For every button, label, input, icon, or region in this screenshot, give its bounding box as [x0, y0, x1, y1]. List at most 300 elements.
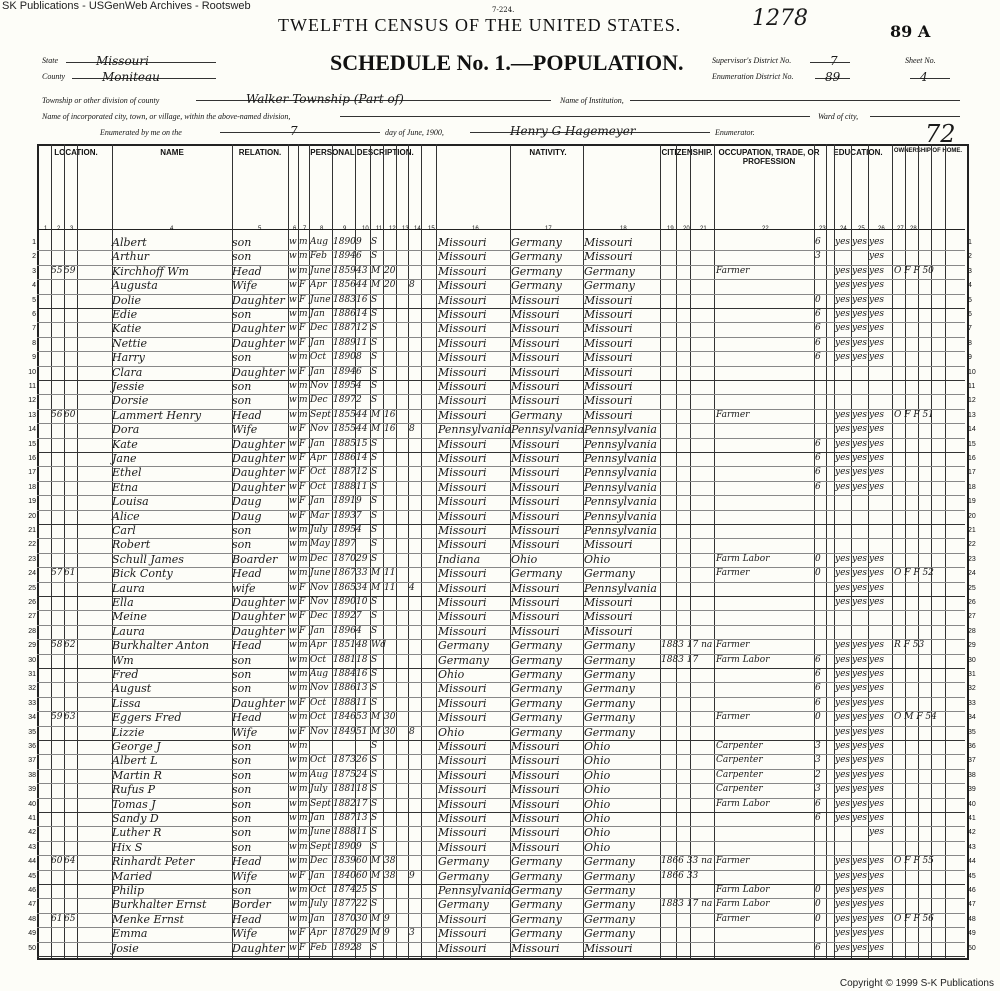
cell-mbp: Missouri: [584, 538, 633, 552]
cell-ms: S: [371, 611, 378, 622]
cell-ms: S: [371, 813, 378, 823]
cell-bp: Germany: [438, 898, 489, 912]
cell-yr: 1890: [333, 841, 356, 852]
cell-en: yes: [869, 885, 885, 895]
row-number: 39: [28, 786, 36, 794]
cell-mbp: Missouri: [584, 394, 633, 408]
cell-age: 9: [356, 237, 362, 247]
cell-rd: yes: [835, 597, 851, 607]
cell-age: 60: [356, 856, 368, 867]
cell-en: yes: [869, 942, 885, 953]
cell-sch: 3: [815, 784, 821, 795]
column-number: 12: [389, 226, 396, 232]
cell-mbp: Germany: [584, 668, 635, 681]
cell-ms: M: [371, 265, 381, 276]
cell-bp: Missouri: [438, 711, 487, 725]
row-number: 10: [28, 368, 36, 376]
cell-bp: Missouri: [438, 279, 487, 293]
cell-occ: Farmer: [716, 409, 750, 420]
cell-rd: yes: [835, 352, 851, 363]
cell-s: F: [299, 928, 306, 939]
column-number: 14: [414, 226, 421, 232]
cell-ch: 8: [409, 424, 415, 435]
cell-age: 44: [356, 424, 368, 435]
cell-s: F: [299, 294, 306, 305]
cell-mbp: Pennsylvania: [584, 509, 657, 523]
cell-yr: 1890: [333, 597, 356, 607]
cell-en: yes: [869, 265, 885, 276]
cell-dw: 61: [51, 913, 63, 924]
row-number: 49: [28, 930, 36, 938]
cell-ms: S: [371, 525, 378, 535]
cell-rd: yes: [835, 237, 851, 247]
row-number: 50: [28, 944, 36, 952]
cell-mbp: Pennsylvania: [584, 495, 657, 509]
cell-wr: yes: [852, 913, 868, 924]
column-divider: [77, 144, 78, 958]
column-number: 2: [57, 226, 61, 232]
cell-s: F: [299, 323, 306, 334]
cell-mo: Aug: [310, 669, 329, 679]
enum-district-value: 89: [825, 70, 841, 84]
cell-age: 44: [356, 409, 368, 420]
cell-en: yes: [869, 870, 885, 881]
row-number: 21: [28, 527, 36, 534]
cell-wr: yes: [852, 424, 868, 435]
row-number-right: 33: [968, 699, 976, 707]
cell-yr: 1884: [333, 669, 356, 679]
cell-rd: yes: [835, 280, 851, 291]
cell-ms: S: [371, 510, 378, 521]
row-number: 23: [28, 555, 36, 563]
cell-imm: 1883 17 na: [661, 899, 713, 910]
cell-wr: yes: [852, 453, 868, 463]
row-number: 1: [32, 239, 36, 246]
cell-bp: Missouri: [438, 437, 487, 451]
cell-ym: 11: [384, 582, 396, 593]
cell-s: F: [299, 481, 306, 492]
cell-fbp: Missouri: [511, 336, 560, 350]
row-number-right: 40: [968, 800, 976, 808]
state-label: State: [42, 56, 58, 65]
cell-rel: son: [232, 308, 252, 321]
cell-ym: 38: [384, 870, 396, 881]
cell-name: August: [112, 682, 152, 696]
cell-mo: Oct: [310, 697, 327, 708]
cell-s: m: [299, 769, 308, 780]
cell-name: Emma: [112, 927, 148, 941]
row-number-right: 17: [968, 469, 976, 477]
cell-rel: son: [232, 840, 252, 854]
cell-c: w: [289, 928, 297, 939]
cell-s: m: [299, 654, 308, 665]
row-number: 44: [28, 858, 36, 866]
cell-c: w: [289, 625, 297, 636]
township-value: Walker Township (Part of): [246, 92, 404, 106]
column-number: 25: [858, 226, 865, 232]
row-number: 27: [28, 613, 36, 621]
cell-mbp: Germany: [584, 711, 635, 725]
cell-fbp: Missouri: [511, 322, 560, 336]
cell-bp: Missouri: [438, 264, 487, 278]
cell-age: 8: [356, 352, 362, 363]
cell-c: w: [289, 409, 297, 420]
cell-rd: yes: [835, 913, 851, 924]
row-number-right: 28: [968, 627, 976, 635]
cell-ms: S: [371, 798, 378, 809]
cell-bp: Germany: [438, 855, 489, 869]
cell-mo: Jan: [310, 913, 325, 924]
cell-occ: Farmer: [716, 913, 750, 924]
cell-mo: Dec: [310, 323, 328, 334]
cell-en: yes: [869, 813, 885, 823]
cell-name: Arthur: [112, 250, 150, 264]
cell-yr: 1886: [333, 309, 356, 319]
cell-mo: Oct: [310, 755, 327, 766]
cell-yr: 1881: [333, 784, 356, 795]
cell-wr: yes: [852, 568, 868, 579]
row-number-right: 46: [968, 887, 976, 894]
cell-bp: Missouri: [438, 480, 487, 494]
cell-name: Meine: [112, 610, 147, 624]
cell-dw: 57: [51, 568, 63, 579]
cell-rd: yes: [835, 928, 851, 939]
row-number-right: 22: [968, 541, 976, 549]
cell-mbp: Missouri: [584, 293, 633, 307]
cell-bp: Missouri: [438, 596, 487, 609]
cell-ms: S: [371, 697, 378, 708]
cell-mbp: Missouri: [584, 624, 633, 638]
cell-s: m: [299, 525, 308, 535]
cell-bp: Missouri: [438, 610, 487, 624]
column-number: 16: [472, 226, 479, 232]
cell-yr: 1887: [333, 813, 356, 823]
cell-bp: Missouri: [438, 754, 487, 768]
cell-en: yes: [869, 438, 885, 449]
cell-mbp: Ohio: [584, 552, 611, 566]
cell-yr: 1886: [333, 683, 356, 694]
cell-name: Dolie: [112, 293, 141, 307]
county-label: County: [42, 72, 66, 81]
form-code: 7-224.: [492, 6, 515, 14]
cell-name: Ethel: [112, 466, 142, 480]
cell-yr: 1897: [333, 395, 356, 406]
cell-fbp: Germany: [511, 855, 562, 869]
cell-mbp: Pennsylvania: [584, 437, 657, 451]
cell-occ: [716, 940, 814, 957]
cell-age: 11: [356, 697, 368, 708]
cell-rel: son: [232, 236, 252, 249]
cell-rd: yes: [835, 755, 851, 766]
cell-mbp: Germany: [584, 682, 635, 696]
cell-ms: S: [371, 366, 378, 377]
cell-name: George J: [112, 740, 161, 753]
cell-rd: yes: [835, 409, 851, 420]
cell-rel: Head: [232, 711, 262, 725]
cell-wr: yes: [852, 669, 868, 679]
cell-rel: son: [232, 740, 252, 753]
cell-s: m: [299, 539, 308, 550]
cell-ms: S: [371, 395, 378, 406]
row-number: 43: [28, 843, 36, 851]
cell-ms: M: [371, 928, 381, 939]
cell-rel: Wife: [232, 869, 258, 883]
cell-rel: Daughter: [232, 336, 285, 350]
cell-age: 7: [356, 510, 362, 521]
cell-fbp: Missouri: [511, 480, 560, 494]
group-education: EDUCATION.: [833, 148, 883, 157]
cell-ms: M: [371, 582, 381, 593]
cell-imm: 1866 33: [661, 870, 699, 881]
row-number: 22: [28, 541, 36, 549]
cell-ym: [384, 940, 396, 957]
cell-bp: Missouri: [438, 696, 487, 710]
sheet-value: 4: [920, 70, 928, 84]
township-field: [196, 88, 551, 106]
cell-fbp: Germany: [511, 668, 562, 681]
cell-age: 22: [356, 899, 368, 910]
cell-mbp: Pennsylvania: [584, 480, 657, 494]
cell-ch: 8: [409, 726, 415, 737]
cell-own: R F 53: [894, 640, 925, 651]
cell-rd: yes: [835, 337, 851, 348]
cell-mbp: Missouri: [584, 351, 633, 365]
row-number-right: 32: [968, 685, 976, 693]
cell-c: w: [289, 741, 297, 751]
cell-c: w: [289, 481, 297, 492]
cell-age: 15: [356, 438, 368, 449]
cell-yr: 1887: [333, 323, 356, 334]
row-number-right: 15: [968, 440, 976, 448]
cell-wr: yes: [852, 323, 868, 334]
row-number-right: 37: [968, 757, 976, 765]
cell-occ: Farmer: [716, 640, 750, 651]
column-number: 4: [170, 226, 174, 232]
cell-sch: 3: [815, 741, 821, 751]
cell-name: Luther R: [112, 826, 162, 840]
cell-name: Dorsie: [112, 394, 149, 408]
cell-fbp: Germany: [511, 408, 562, 422]
cell-mo: Aug: [310, 769, 329, 780]
cell-s: F: [299, 280, 306, 291]
cell-mo: Oct: [310, 467, 327, 478]
cell-wr: yes: [852, 712, 868, 723]
cell-yr: 1893: [333, 510, 356, 521]
cell-bp: Pennsylvania: [438, 884, 511, 897]
cell-mbp: Missouri: [584, 610, 633, 624]
cell-rel: Head: [232, 264, 262, 278]
cell-age: 9: [356, 841, 362, 852]
cell-bp: Missouri: [438, 336, 487, 350]
cell-en: yes: [869, 280, 885, 291]
cell-rd: yes: [835, 453, 851, 463]
cell-name: Dora: [112, 423, 140, 437]
column-number: 8: [320, 226, 324, 232]
cell-c: w: [289, 453, 297, 463]
cell-rd: yes: [835, 654, 851, 665]
sheet-label: Sheet No.: [905, 56, 936, 65]
cell-age: 60: [356, 870, 368, 881]
cell-yr: 1855: [333, 409, 356, 420]
cell-rel: Daughter: [232, 941, 285, 955]
cell-mbp: Pennsylvania: [584, 524, 657, 537]
cell-name: Albert: [112, 236, 147, 249]
cell-sch: 3: [815, 755, 821, 766]
cell-age: 14: [356, 453, 368, 463]
cell-rd: yes: [835, 309, 851, 319]
row-number: 2: [32, 253, 36, 261]
cell-yr: 1851: [333, 640, 356, 651]
cell-ms: S: [371, 669, 378, 679]
cell-occ: Farmer: [716, 712, 750, 723]
cell-ms: S: [371, 309, 378, 319]
cell-ms: S: [371, 467, 378, 478]
cell-c: w: [289, 525, 297, 535]
cell-ms: S: [371, 553, 378, 564]
cell-en: yes: [869, 237, 885, 247]
cell-occ: Farmer: [716, 265, 750, 276]
county-value: Moniteau: [102, 70, 160, 84]
enum-district-field: [815, 66, 850, 84]
row-number: 12: [28, 397, 36, 405]
cell-wr: yes: [852, 309, 868, 319]
enumerator-label: Enumerator.: [715, 128, 755, 137]
cell-yr: 1870: [333, 928, 356, 939]
cell-en: yes: [869, 251, 885, 262]
cell-mo: Mar: [310, 510, 329, 521]
cell-mbp: Missouri: [584, 336, 633, 350]
cell-sch: 0: [815, 294, 821, 305]
cell-name: Jane: [112, 452, 137, 465]
cell-mbp: Germany: [584, 869, 635, 883]
row-number: 35: [28, 728, 36, 736]
cell-age: 30: [356, 913, 368, 924]
supervisor-field: [810, 50, 850, 68]
cell-ms: S: [371, 654, 378, 665]
cell-yr: 1889: [333, 337, 356, 348]
cell-name: Lammert Henry: [112, 408, 202, 422]
cell-rd: yes: [835, 294, 851, 305]
cell-fbp: Missouri: [511, 466, 560, 480]
cell-c: w: [289, 870, 297, 881]
cell-ym: 20: [384, 265, 396, 276]
cell-bp: Missouri: [438, 365, 487, 379]
cell-mo: Jan: [310, 496, 325, 507]
cell-sch: 6: [815, 798, 821, 809]
cell-rel: Wife: [232, 927, 258, 941]
row-number-right: 9: [968, 354, 972, 362]
cell-rd: yes: [835, 870, 851, 881]
row-number-right: 21: [968, 527, 976, 534]
cell-mo: June: [310, 827, 331, 838]
cell-sch: 2: [815, 769, 821, 780]
institution-label: Name of Institution,: [560, 96, 624, 105]
row-number-right: 39: [968, 786, 976, 794]
cell-yr: 1891: [333, 496, 356, 507]
cell-s: F: [299, 625, 306, 636]
row-number: 5: [32, 296, 36, 304]
group-citizenship: CITIZENSHIP.: [661, 148, 713, 157]
cell-bp: Missouri: [438, 783, 487, 797]
cell-yr: 1849: [333, 726, 356, 737]
cell-ms: S: [371, 438, 378, 449]
cell-bp: Missouri: [438, 408, 487, 422]
cell-s: m: [299, 712, 308, 723]
cell-age: 18: [356, 654, 368, 665]
cell-own: [894, 940, 964, 957]
cell-fbp: Missouri: [511, 797, 560, 811]
cell-ms: S: [371, 942, 378, 953]
cell-en: yes: [869, 741, 885, 751]
cell-age: 11: [356, 827, 368, 838]
cell-age: 51: [356, 726, 368, 737]
cell-age: 9: [356, 496, 362, 507]
cell-c: w: [289, 942, 297, 953]
row-number: 16: [28, 455, 36, 462]
cell-rd: yes: [835, 669, 851, 679]
cell-age: 16: [356, 294, 368, 305]
row-number-right: 45: [968, 872, 976, 880]
cell-en: yes: [869, 481, 885, 492]
cell-dw: [51, 940, 63, 957]
row-number: 11: [28, 383, 36, 390]
cell-s: m: [299, 813, 308, 823]
enum-district-label: Enumeration District No.: [712, 72, 794, 81]
cell-s: m: [299, 913, 308, 924]
row-number: 4: [32, 282, 36, 290]
cell-age: 12: [356, 323, 368, 334]
cell-mbp: Ohio: [584, 812, 611, 825]
cell-name: Menke Ernst: [112, 912, 184, 926]
cell-en: yes: [869, 453, 885, 463]
cell-occ: Farm Labor: [716, 899, 770, 910]
cell-rel: Daughter: [232, 696, 285, 710]
cell-wr: yes: [852, 654, 868, 665]
row-number-right: 29: [968, 642, 976, 650]
cell-fbp: Missouri: [511, 351, 560, 365]
cell-bp: Missouri: [438, 351, 487, 365]
column-number: 28: [910, 226, 917, 232]
cell-yr: 1875: [333, 769, 356, 780]
cell-rd: yes: [835, 438, 851, 449]
cell-mo: June: [310, 294, 331, 305]
row-number-right: 7: [968, 325, 972, 333]
row-number-right: 26: [968, 599, 976, 606]
cell-fbp: Germany: [511, 567, 562, 581]
row-number: 34: [28, 714, 36, 722]
cell-fbp: Germany: [511, 869, 562, 883]
cell-en: yes: [869, 755, 885, 766]
column-number: 13: [402, 226, 409, 232]
cell-bp: Missouri: [438, 927, 487, 941]
cell-age: 6: [356, 251, 362, 262]
cell-rel: son: [232, 653, 252, 667]
cell-c: w: [289, 265, 297, 276]
cell-s: F: [299, 510, 306, 521]
cell-sch: 6: [815, 813, 821, 823]
cell-en: yes: [869, 798, 885, 809]
cell-ym: 30: [384, 726, 396, 737]
cell-fam: 59: [64, 265, 76, 276]
row-number-right: 18: [968, 483, 976, 491]
cell-rel: Wife: [232, 279, 258, 293]
cell-own: O F F 55: [894, 856, 934, 867]
row-number-right: 11: [968, 383, 976, 390]
cell-name: Eggers Fred: [112, 711, 182, 725]
cell-rel: son: [232, 538, 252, 552]
cell-bp: Missouri: [438, 812, 487, 825]
group-occupation: OCCUPATION, TRADE, OR PROFESSION: [718, 148, 820, 166]
